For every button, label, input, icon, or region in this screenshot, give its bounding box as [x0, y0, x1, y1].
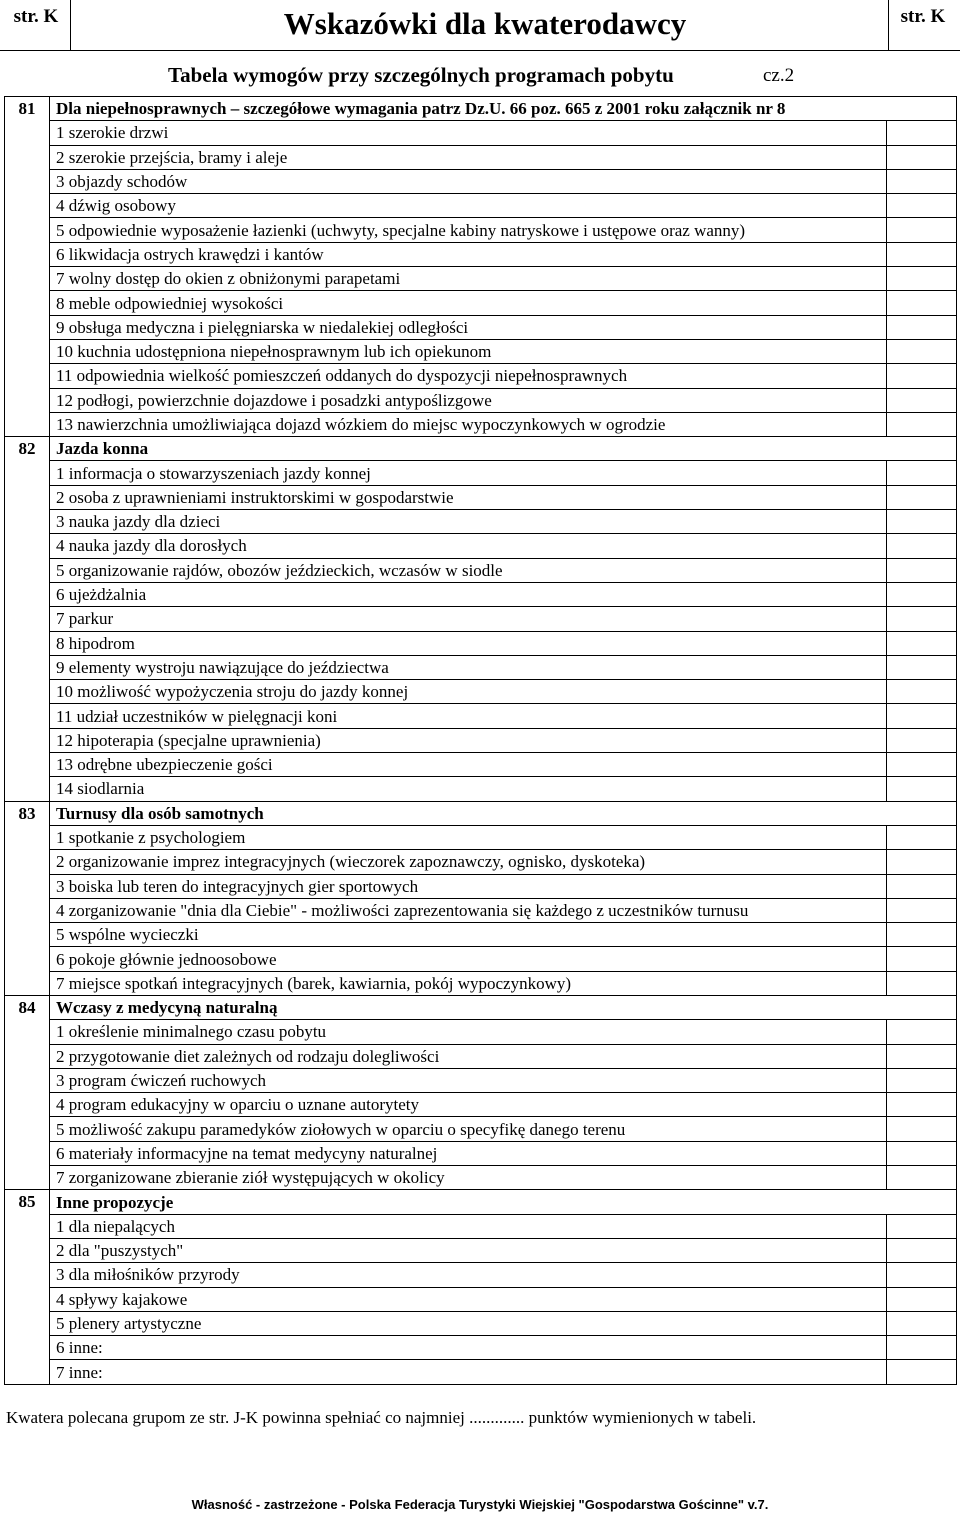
section-number: 83: [5, 801, 50, 995]
table-row: [5, 704, 957, 728]
requirement-item: 4 spływy kajakowe: [50, 1287, 887, 1311]
requirement-item: 10 kuchnia udostępniona niepełnosprawnym lub ich opiekunom: [50, 339, 887, 363]
section-header-row: [5, 437, 957, 461]
table-row: [5, 534, 957, 558]
points-cell[interactable]: [887, 1263, 957, 1287]
points-cell[interactable]: [887, 315, 957, 339]
requirement-item: 7 wolny dostęp do okien z obniżonymi parapetami: [50, 267, 887, 291]
points-cell[interactable]: [887, 145, 957, 169]
points-cell[interactable]: [887, 169, 957, 193]
requirement-item: 1 szerokie drzwi: [50, 121, 887, 145]
points-cell[interactable]: [887, 898, 957, 922]
points-cell[interactable]: [887, 1044, 957, 1068]
table-row: [5, 485, 957, 509]
requirements-table: [4, 96, 957, 1385]
table-row: [5, 607, 957, 631]
table-row: [5, 315, 957, 339]
requirement-item: 2 dla "puszystych": [50, 1238, 887, 1262]
requirement-item: 3 nauka jazdy dla dzieci: [50, 510, 887, 534]
requirement-item: 5 wspólne wycieczki: [50, 923, 887, 947]
points-cell[interactable]: [887, 1141, 957, 1165]
points-cell[interactable]: [887, 1238, 957, 1262]
requirement-item: 9 obsługa medyczna i pielęgniarska w niedalekiej odległości: [50, 315, 887, 339]
requirement-item: 11 odpowiednia wielkość pomieszczeń oddanych do dyspozycji niepełnosprawnych: [50, 364, 887, 388]
points-cell[interactable]: [887, 1068, 957, 1092]
requirement-item: 2 przygotowanie diet zależnych od rodzaju dolegliwości: [50, 1044, 887, 1068]
points-cell[interactable]: [887, 971, 957, 995]
points-cell[interactable]: [887, 339, 957, 363]
requirement-item: 8 hipodrom: [50, 631, 887, 655]
requirement-item: 4 zorganizowanie "dnia dla Ciebie" - możliwości zaprezentowania się każdego z uczestników turnusu: [50, 898, 887, 922]
table-row: [5, 923, 957, 947]
points-cell[interactable]: [887, 1336, 957, 1360]
table-row: [5, 388, 957, 412]
table-row: [5, 169, 957, 193]
requirement-item: 6 ujeżdżalnia: [50, 582, 887, 606]
table-row: [5, 339, 957, 363]
table-row: [5, 194, 957, 218]
table-row: [5, 1166, 957, 1190]
table-row: [5, 412, 957, 436]
requirement-item: 6 likwidacja ostrych krawędzi i kantów: [50, 242, 887, 266]
table-row: [5, 971, 957, 995]
table-row: [5, 1238, 957, 1262]
requirement-item: 7 parkur: [50, 607, 887, 631]
section-title: Dla niepełnosprawnych – szczegółowe wymagania patrz Dz.U. 66 poz. 665 z 2001 roku załącznik nr 8: [50, 97, 957, 121]
table-row: [5, 1263, 957, 1287]
requirement-item: 8 meble odpowiedniej wysokości: [50, 291, 887, 315]
points-cell[interactable]: [887, 850, 957, 874]
points-cell[interactable]: [887, 291, 957, 315]
table-row: [5, 364, 957, 388]
page-ref-right: [893, 6, 953, 28]
table-row: [5, 1214, 957, 1238]
points-cell[interactable]: [887, 218, 957, 242]
table-row: [5, 510, 957, 534]
requirement-item: 1 określenie minimalnego czasu pobytu: [50, 1020, 887, 1044]
section-header-row: [5, 995, 957, 1019]
header-divider-right: [888, 0, 889, 50]
table-row: [5, 655, 957, 679]
points-cell[interactable]: [887, 753, 957, 777]
table-row: [5, 1093, 957, 1117]
points-cell[interactable]: [887, 364, 957, 388]
requirement-item: 5 możliwość zakupu paramedyków ziołowych w oparciu o specyfikę danego terenu: [50, 1117, 887, 1141]
points-cell[interactable]: [887, 534, 957, 558]
points-cell[interactable]: [887, 1020, 957, 1044]
points-cell[interactable]: [887, 680, 957, 704]
requirement-item: 12 podłogi, powierzchnie dojazdowe i posadzki antypoślizgowe: [50, 388, 887, 412]
requirement-item: 1 spotkanie z psychologiem: [50, 825, 887, 849]
table-row: [5, 267, 957, 291]
table-row: [5, 777, 957, 801]
points-cell[interactable]: [887, 194, 957, 218]
points-cell[interactable]: [887, 461, 957, 485]
table-subtitle: Tabela wymogów przy szczególnych programach pobytu: [168, 63, 674, 87]
requirement-item: 4 program edukacyjny w oparciu o uznane autorytety: [50, 1093, 887, 1117]
table-row: [5, 145, 957, 169]
part-label: cz.2: [763, 65, 795, 86]
points-cell[interactable]: [887, 655, 957, 679]
section-header-row: [5, 97, 957, 121]
requirement-item: 3 objazdy schodów: [50, 169, 887, 193]
requirement-item: 10 możliwość wypożyczenia stroju do jazdy konnej: [50, 680, 887, 704]
section-title: Inne propozycje: [50, 1190, 957, 1214]
table-row: [5, 1336, 957, 1360]
table-row: [5, 1117, 957, 1141]
table-row: [5, 218, 957, 242]
section-number: 82: [5, 437, 50, 801]
table-row: [5, 947, 957, 971]
table-row: [5, 1020, 957, 1044]
points-cell[interactable]: [887, 1287, 957, 1311]
points-cell[interactable]: [887, 267, 957, 291]
section-number: 85: [5, 1190, 50, 1384]
points-cell[interactable]: [887, 1214, 957, 1238]
section-number: 84: [5, 995, 50, 1189]
section-title: Wczasy z medycyną naturalną: [50, 995, 957, 1019]
table-row: [5, 242, 957, 266]
section-title: Jazda konna: [50, 437, 957, 461]
table-row: [5, 1044, 957, 1068]
points-cell[interactable]: [887, 1166, 957, 1190]
points-cell[interactable]: [887, 874, 957, 898]
page-ref-left: [6, 6, 66, 28]
requirement-item: 4 dźwig osobowy: [50, 194, 887, 218]
header-divider-left: [70, 0, 71, 50]
points-cell[interactable]: [887, 558, 957, 582]
requirement-item: 3 boiska lub teren do integracyjnych gier sportowych: [50, 874, 887, 898]
table-row: [5, 1141, 957, 1165]
points-cell[interactable]: [887, 777, 957, 801]
section-header-row: [5, 801, 957, 825]
requirement-item: 3 dla miłośników przyrody: [50, 1263, 887, 1287]
table-row: [5, 825, 957, 849]
requirement-item: 7 zorganizowane zbieranie ziół występujących w okolicy: [50, 1166, 887, 1190]
requirement-item: 2 organizowanie imprez integracyjnych (wieczorek zapoznawczy, ognisko, dyskoteka): [50, 850, 887, 874]
requirement-item: 13 odrębne ubezpieczenie gości: [50, 753, 887, 777]
table-row: [5, 631, 957, 655]
requirement-item: 7 miejsce spotkań integracyjnych (barek, kawiarnia, pokój wypoczynkowy): [50, 971, 887, 995]
table-row: [5, 582, 957, 606]
page-ref-left-label: str. K: [13, 6, 59, 27]
requirement-item: 2 osoba z uprawnieniami instruktorskimi w gospodarstwie: [50, 485, 887, 509]
requirement-item: 1 informacja o stowarzyszeniach jazdy konnej: [50, 461, 887, 485]
header-rule: [0, 50, 960, 51]
points-cell[interactable]: [887, 607, 957, 631]
requirement-item: 6 materiały informacyjne na temat medycyny naturalnej: [50, 1141, 887, 1165]
requirement-item: 4 nauka jazdy dla dorosłych: [50, 534, 887, 558]
section-title: Turnusy dla osób samotnych: [50, 801, 957, 825]
requirement-item: 2 szerokie przejścia, bramy i aleje: [50, 145, 887, 169]
points-cell[interactable]: [887, 242, 957, 266]
requirement-item: 6 inne:: [50, 1336, 887, 1360]
requirement-item: 5 plenery artystyczne: [50, 1311, 887, 1335]
table-row: [5, 1068, 957, 1092]
table-row: [5, 558, 957, 582]
copyright-footer: Własność - zastrzeżone - Polska Federacja Turystyki Wiejskiej "Gospodarstwa Gościnne" v.7.: [191, 1497, 769, 1512]
points-cell[interactable]: [887, 485, 957, 509]
points-cell[interactable]: [887, 704, 957, 728]
table-row: [5, 728, 957, 752]
points-cell[interactable]: [887, 510, 957, 534]
table-row: [5, 1360, 957, 1384]
points-cell[interactable]: [887, 728, 957, 752]
requirement-item: 1 dla niepalących: [50, 1214, 887, 1238]
requirement-item: 5 odpowiednie wyposażenie łazienki (uchwyty, specjalne kabiny natryskowe i ustępowe oraz wanny): [50, 218, 887, 242]
points-cell[interactable]: [887, 388, 957, 412]
points-cell[interactable]: [887, 1117, 957, 1141]
points-cell[interactable]: [887, 923, 957, 947]
table-row: [5, 1311, 957, 1335]
points-cell[interactable]: [887, 582, 957, 606]
points-cell[interactable]: [887, 1093, 957, 1117]
requirement-item: 13 nawierzchnia umożliwiająca dojazd wózkiem do miejsc wypoczynkowych w ogrodzie: [50, 412, 887, 436]
section-number: 81: [5, 97, 50, 437]
requirement-item: 6 pokoje głównie jednoosobowe: [50, 947, 887, 971]
section-header-row: [5, 1190, 957, 1214]
requirement-item: 12 hipoterapia (specjalne uprawnienia): [50, 728, 887, 752]
points-cell[interactable]: [887, 825, 957, 849]
points-cell[interactable]: [887, 121, 957, 145]
points-cell[interactable]: [887, 631, 957, 655]
page-ref-right-label: str. K: [900, 6, 946, 27]
table-row: [5, 898, 957, 922]
table-row: [5, 874, 957, 898]
table-row: [5, 680, 957, 704]
requirement-item: 3 program ćwiczeń ruchowych: [50, 1068, 887, 1092]
table-row: [5, 291, 957, 315]
points-cell[interactable]: [887, 1360, 957, 1384]
requirement-item: 5 organizowanie rajdów, obozów jeździeckich, wczasów w siodle: [50, 558, 887, 582]
table-row: [5, 121, 957, 145]
table-row: [5, 753, 957, 777]
points-cell[interactable]: [887, 412, 957, 436]
requirement-item: 7 inne:: [50, 1360, 887, 1384]
requirement-item: 14 siodlarnia: [50, 777, 887, 801]
requirement-item: 11 udział uczestników w pielęgnacji koni: [50, 704, 887, 728]
requirement-item: 9 elementy wystroju nawiązujące do jeździectwa: [50, 655, 887, 679]
table-row: [5, 1287, 957, 1311]
page-title: Wskazówki dla kwaterodawcy: [283, 6, 687, 41]
points-cell[interactable]: [887, 1311, 957, 1335]
table-row: [5, 461, 957, 485]
table-row: [5, 850, 957, 874]
footer-note: Kwatera polecana grupom ze str. J-K powinna spełniać co najmniej ............. punktów wymienionych w tabeli.: [6, 1408, 757, 1427]
points-cell[interactable]: [887, 947, 957, 971]
